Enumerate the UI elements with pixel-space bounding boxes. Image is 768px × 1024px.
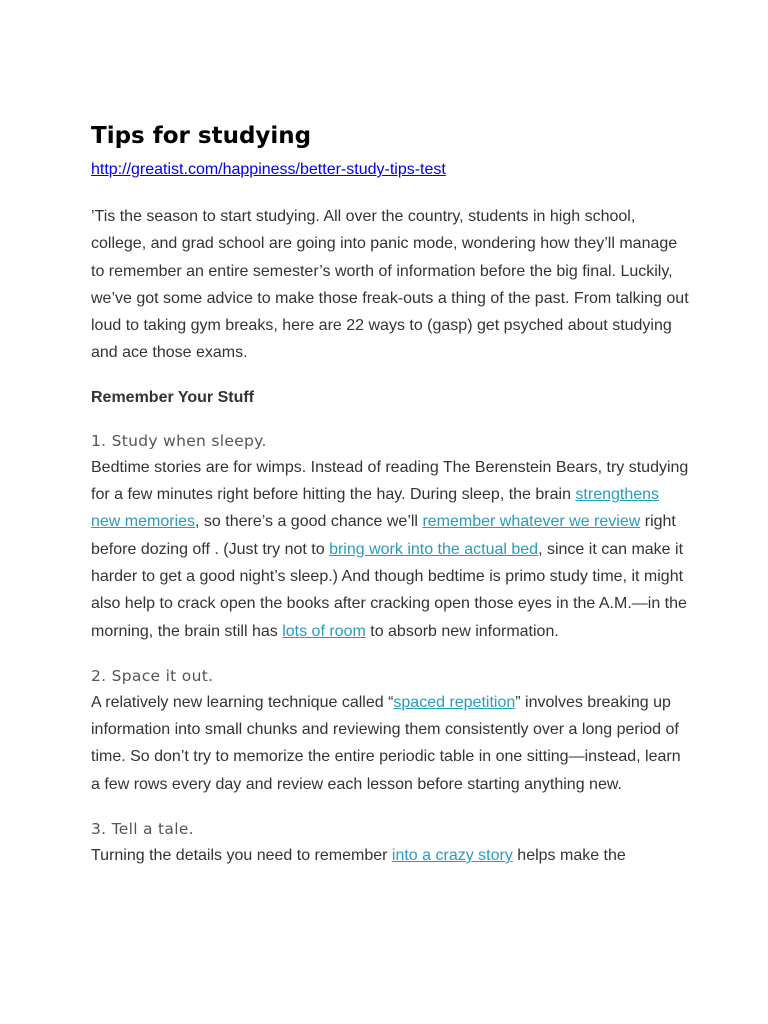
- tip-3-text: helps make the: [512, 847, 626, 865]
- tip-3-heading: 3. Tell a tale.: [91, 820, 194, 839]
- remember-whatever-we-review-link[interactable]: remember whatever we review: [422, 513, 641, 531]
- bring-work-into-bed-link[interactable]: bring work into the actual bed: [329, 540, 539, 558]
- tip-2-body: [91, 689, 691, 798]
- tip-1-text: to absorb new information.: [365, 622, 559, 640]
- crazy-story-link[interactable]: into a crazy story: [391, 847, 513, 865]
- spaced-repetition-link[interactable]: spaced repetition: [393, 693, 516, 711]
- tip-1-text: right before dozing off . (Just try not to: [91, 513, 676, 558]
- tip-2-text: A relatively new learning technique called “: [91, 693, 394, 711]
- tip-2-heading: 2. Space it out.: [91, 666, 214, 685]
- tip-1-body: [91, 454, 691, 645]
- document-page: [91, 120, 691, 869]
- tip-1-text: , since it can make it harder to get a good night’s sleep.) And though bedtime is primo study time, it might also help to crack open the books after cracking open those eyes in the A.M.—in the morning, the brain still has: [91, 540, 687, 640]
- tip-1-text: Bedtime stories are for wimps. Instead of reading The Berenstein Bears, try studying for a few minutes right before hitting the hay. During sleep, the brain: [91, 458, 689, 504]
- tip-3-text: Turning the details you need to remember: [91, 847, 392, 865]
- intro-paragraph: ’Tis the season to start studying. All over the country, students in high school, college, and grad school are going into panic mode, wondering how they’ll manage to remember an entire semester’s worth of information before the big final. Luckily, we’ve got some advice to make those freak-outs a thing of the past. From talking out loud to taking gym breaks, here are 22 ways to (gasp) get psyched about studying and ace those exams.: [91, 208, 689, 362]
- tip-2-text: ” involves breaking up information into small chunks and reviewing them consistently over a long period of time. So don’t try to memorize the entire periodic table in one sitting—instead, learn a few rows every day and review each lesson before starting anything new.: [91, 693, 681, 793]
- source-link[interactable]: http://greatist.com/happiness/better-study-tips-test: [91, 161, 446, 178]
- tip-3-body: [91, 842, 691, 869]
- strengthens-new-memories-link[interactable]: strengthens new memories: [91, 486, 660, 531]
- lots-of-room-link[interactable]: lots of room: [282, 622, 366, 640]
- page-title: Tips for studying: [91, 123, 312, 149]
- tip-1-heading: 1. Study when sleepy.: [91, 431, 267, 450]
- section-heading: Remember Your Stuff: [91, 388, 254, 406]
- tip-1-text: , so there’s a good chance we’ll: [195, 513, 423, 531]
